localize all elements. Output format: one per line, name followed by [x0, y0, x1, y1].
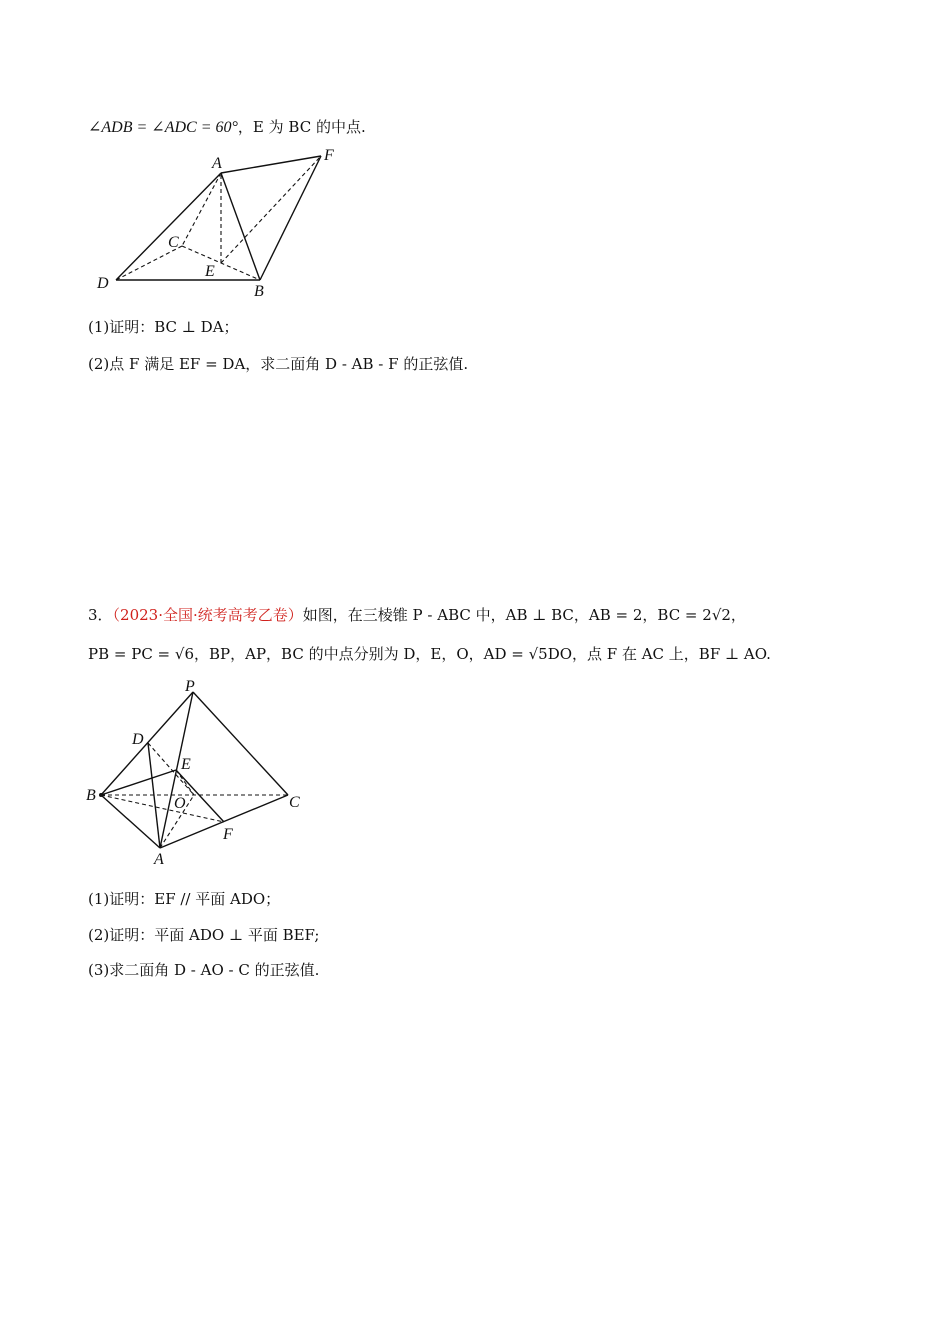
- point-B: [99, 793, 103, 797]
- midpoint-condition: ，E 为 BC 的中点.: [237, 118, 366, 136]
- label-C: C: [289, 794, 300, 811]
- label-A: A: [212, 155, 222, 172]
- label-D: D: [132, 731, 144, 748]
- label-D: D: [97, 275, 109, 292]
- edge-PC: [193, 692, 288, 795]
- label-B: B: [86, 787, 96, 804]
- problem3-question2: (2)证明：平面 ADO ⊥ 平面 BEF;: [88, 926, 320, 944]
- problem2-question2: (2)点 F 满足 EF = DA，求二面角 D - AB - F 的正弦值.: [88, 355, 469, 373]
- label-P: P: [185, 678, 195, 695]
- label-F: F: [324, 147, 334, 164]
- problem3-question1: (1)证明：EF // 平面 ADO；: [88, 890, 281, 908]
- label-C: C: [168, 234, 179, 251]
- angle-condition: ∠ADB = ∠ADC = 60°: [88, 119, 238, 136]
- label-E: E: [205, 263, 215, 280]
- label-F: F: [223, 826, 233, 843]
- problem3-statement1: 如图，在三棱锥 P - ABC 中，AB ⊥ BC，AB = 2，BC = 2√2，: [302, 606, 746, 624]
- edge-BF: [101, 795, 224, 822]
- edge-BA: [101, 795, 160, 848]
- problem-source: （2023·全国·统考高考乙卷）: [112, 606, 303, 624]
- label-E: E: [181, 756, 191, 773]
- problem2-question1: (1)证明：BC ⊥ DA；: [88, 318, 239, 336]
- label-O: O: [174, 795, 186, 812]
- problem3-statement2: PB = PC = √6，BP，AP，BC 的中点分别为 D，E，O，AD = √5DO，点 F 在 AC 上，BF ⊥ AO.: [88, 645, 771, 663]
- problem3-question3: (3)求二面角 D - AO - C 的正弦值.: [88, 961, 320, 979]
- label-A: A: [154, 851, 164, 868]
- problem-number: 3．: [88, 606, 113, 624]
- label-B: B: [254, 283, 264, 300]
